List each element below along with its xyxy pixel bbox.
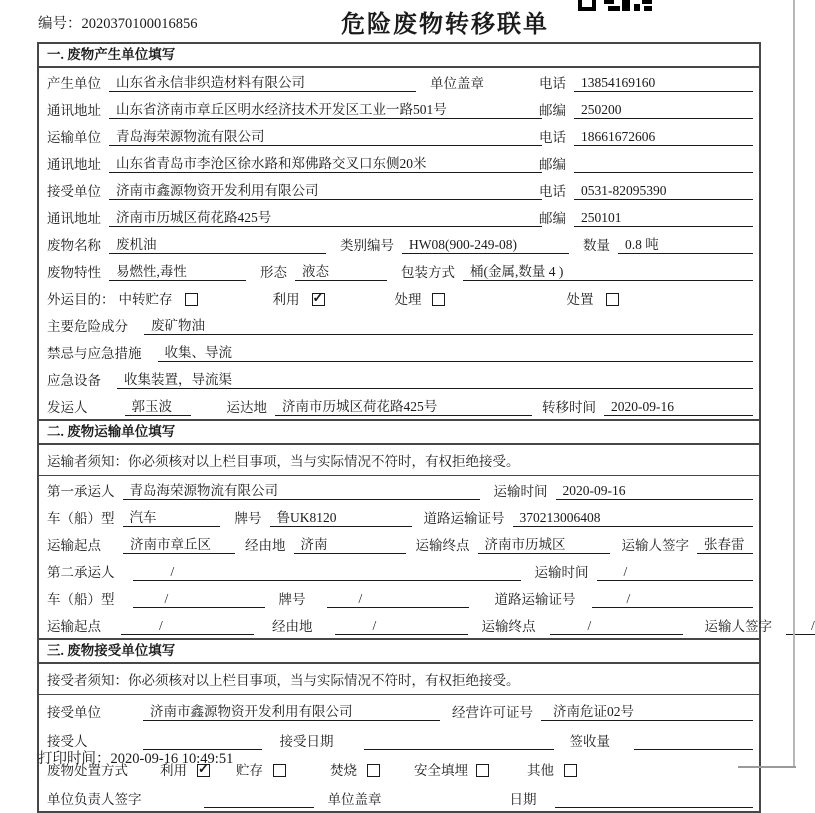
- row-transfer-purpose: [39, 284, 759, 311]
- field-label: 签收量: [569, 734, 610, 749]
- option-label: 焚烧: [330, 763, 357, 778]
- seal-date-value: [555, 807, 754, 808]
- checkbox-treat: [432, 293, 445, 306]
- row-hazard-components: [39, 311, 759, 338]
- hazard-components-value: 废矿物油: [144, 314, 753, 335]
- section-receiver: [39, 638, 759, 811]
- field-label: 废物特性: [47, 265, 101, 280]
- field-label: 电话: [539, 130, 566, 145]
- producer-zip-value: 250200: [574, 102, 753, 119]
- field-label: 运达地: [226, 400, 267, 415]
- form-number-value: 2020370100016856: [81, 16, 198, 32]
- receiver-notice: 接受者须知：你必须核对以上栏目事项，当与实际情况不符时，有权拒绝接受。: [39, 664, 759, 695]
- receiver-unit-value: 济南市鑫源物资开发利用有限公司: [109, 179, 542, 200]
- producer-unit-value: 山东省永信非织造材料有限公司: [109, 71, 416, 92]
- transporter-unit-value: 青岛海荣源物流有限公司: [109, 125, 542, 146]
- field-label: 运输人签字: [704, 619, 772, 634]
- form-number-label: 编号：: [38, 16, 82, 32]
- road-permit-2-value: /: [592, 591, 754, 608]
- field-label: 运输终点: [481, 619, 536, 634]
- field-label: 接受日期: [279, 734, 334, 749]
- field-label: 接受人: [47, 734, 88, 749]
- vehicle-type-value: 汽车: [123, 506, 220, 527]
- section-receiver-title: 三. 废物接受单位填写: [39, 640, 759, 664]
- row-producer-unit: [39, 68, 759, 95]
- row-producer-address: [39, 95, 759, 122]
- row-receiver-address: [39, 203, 759, 230]
- right-column: [539, 99, 753, 119]
- print-time-value: 2020-09-16 10:49:51: [110, 751, 234, 767]
- checkbox-transit-storage: [185, 293, 198, 306]
- checkbox-storage: [273, 764, 286, 777]
- section-producer: [39, 44, 759, 419]
- print-time-label: 打印时间：: [38, 751, 111, 767]
- plate-number-2-value: /: [327, 591, 469, 608]
- destination-value: 济南市历城区荷花路425号: [275, 395, 532, 416]
- manifest-form: [37, 42, 815, 813]
- field-label: 运输时间: [493, 484, 548, 499]
- option-label: 其他: [527, 763, 554, 778]
- row-route-1: [39, 530, 759, 557]
- right-column: [539, 153, 753, 173]
- field-label: 邮编: [539, 157, 566, 172]
- receiver-phone-value: 0531-82095390: [574, 183, 753, 200]
- right-column: [539, 72, 753, 92]
- road-permit-value: 370213006408: [513, 510, 754, 527]
- field-label: 车（船）型: [47, 511, 115, 526]
- checkbox-landfill: [476, 764, 489, 777]
- field-label: 产生单位: [47, 76, 101, 91]
- vehicle-type-2-value: /: [133, 591, 265, 608]
- field-label: 应急设备: [47, 373, 101, 388]
- field-label: 运输人签字: [621, 538, 689, 553]
- receiver-address-value: 济南市历城区荷花路425号: [109, 206, 542, 227]
- license-number-value: 济南危证02号: [541, 700, 753, 721]
- waste-quantity-value: 0.8 吨: [618, 233, 753, 254]
- row-vehicle-2: [39, 584, 759, 611]
- waste-form-value: 液态: [295, 260, 387, 281]
- option-label: 处置: [566, 292, 594, 307]
- transfer-date-value: 2020-09-16: [604, 399, 753, 416]
- carrier-signature-2-value: /: [786, 618, 815, 635]
- field-label: 运输单位: [47, 130, 101, 145]
- emergency-equipment-value: 收集装置，导流渠: [117, 368, 753, 389]
- field-label: 接受单位: [47, 705, 101, 720]
- row-shipper: [39, 392, 759, 419]
- field-label: 车（船）型: [47, 592, 115, 607]
- option-label: 处理: [394, 292, 422, 307]
- unit-seal-label: 单位盖章: [430, 76, 484, 91]
- shipper-value: 郭玉波: [125, 395, 191, 416]
- field-label: 经由地: [245, 538, 286, 553]
- row-transporter-unit: [39, 122, 759, 149]
- row-responsible-signature: [39, 782, 759, 811]
- field-label: 邮编: [539, 211, 566, 226]
- form-title: 危险废物转移联单: [341, 12, 549, 38]
- row-vehicle-1: [39, 503, 759, 530]
- checkbox-incinerate: [367, 764, 380, 777]
- received-amount-value: [634, 749, 753, 750]
- row-receiver-unit: [39, 176, 759, 203]
- endpoint-2-value: /: [550, 618, 683, 635]
- field-label: 经由地: [272, 619, 313, 634]
- field-label: 运输起点: [47, 538, 101, 553]
- print-time: [38, 747, 233, 768]
- origin-value: 济南市章丘区: [123, 533, 235, 554]
- field-label: 废物名称: [47, 238, 101, 253]
- field-label: 电话: [539, 76, 566, 91]
- section-producer-title: 一. 废物产生单位填写: [39, 44, 759, 68]
- waste-name-value: 废机油: [109, 233, 326, 254]
- row-transporter-address: [39, 149, 759, 176]
- transporter-zip-value: [574, 172, 753, 173]
- field-label: 通讯地址: [47, 103, 101, 118]
- field-label: 接受单位: [47, 184, 101, 199]
- row-emergency-measures: [39, 338, 759, 365]
- field-label: 运输起点: [47, 619, 101, 634]
- field-label: 外运目的：: [47, 292, 115, 307]
- receive-date-value: [364, 749, 554, 750]
- second-carrier-value: /: [133, 564, 521, 581]
- row-first-carrier: [39, 476, 759, 503]
- right-column: [539, 207, 753, 227]
- field-label: 运输时间: [534, 565, 589, 580]
- checkbox-utilize: [312, 293, 325, 306]
- field-label: 日期: [509, 792, 537, 807]
- field-label: 运输终点: [415, 538, 470, 553]
- transport-date-value: 2020-09-16: [556, 483, 754, 500]
- section-transporter: [39, 419, 815, 638]
- first-carrier-value: 青岛海荣源物流有限公司: [123, 479, 480, 500]
- waste-traits-value: 易燃性,毒性: [109, 260, 246, 281]
- field-label: 第一承运人: [47, 484, 115, 499]
- receiver-zip-value: 250101: [574, 210, 753, 227]
- row-receiving-unit: [39, 695, 759, 724]
- transporter-address-value: 山东省青岛市李沧区徐水路和郑佛路交叉口东侧20米: [109, 152, 542, 173]
- field-label: 单位负责人签字: [47, 792, 142, 807]
- option-label: 安全填埋: [414, 763, 468, 778]
- field-label: 形态: [260, 265, 287, 280]
- field-label: 经营许可证号: [452, 705, 533, 720]
- page-bottom-edge-line: [738, 766, 796, 768]
- producer-phone-value: 13854169160: [574, 75, 753, 92]
- transporter-phone-value: 18661672606: [574, 129, 753, 146]
- field-label: 包装方式: [401, 265, 455, 280]
- checkbox-dispose: [606, 293, 619, 306]
- transport-date-2-value: /: [597, 564, 754, 581]
- page-edge-line: [793, 0, 795, 768]
- row-waste-traits: [39, 257, 759, 284]
- right-column: [539, 180, 753, 200]
- field-label: 牌号: [278, 592, 306, 607]
- field-label: 道路运输证号: [494, 592, 576, 607]
- field-label: 主要危险成分: [47, 319, 128, 334]
- field-label: 邮编: [539, 103, 566, 118]
- field-label: 类别编号: [340, 238, 394, 253]
- via-value: 济南: [294, 533, 406, 554]
- option-label: 利用: [272, 292, 300, 307]
- option-label: 贮存: [236, 763, 263, 778]
- waste-packaging-value: 桶(金属,数量 4 ): [463, 260, 753, 281]
- row-emergency-equipment: [39, 365, 759, 392]
- receiving-unit-value: 济南市鑫源物资开发利用有限公司: [143, 700, 440, 721]
- producer-address-value: 山东省济南市章丘区明水经济技术开发区工业一路501号: [109, 98, 542, 119]
- field-label: 转移时间: [542, 400, 596, 415]
- row-second-carrier: [39, 557, 759, 584]
- field-label: 道路运输证号: [423, 511, 505, 526]
- checkbox-other: [564, 764, 577, 777]
- transporter-notice: 运输者须知：你必须核对以上栏目事项，当与实际情况不符时，有权拒绝接受。: [39, 445, 759, 476]
- field-label: 电话: [539, 184, 566, 199]
- unit-seal-label: 单位盖章: [327, 792, 382, 807]
- field-label: 废物处置方式: [47, 763, 128, 778]
- qr-code-fragment: [578, 0, 652, 11]
- field-label: 发运人: [47, 400, 88, 415]
- row-waste-name: [39, 230, 759, 257]
- endpoint-value: 济南市历城区: [478, 533, 610, 554]
- field-label: 通讯地址: [47, 157, 101, 172]
- field-label: 数量: [583, 238, 610, 253]
- origin-2-value: /: [121, 618, 254, 635]
- field-label: 通讯地址: [47, 211, 101, 226]
- field-label: 牌号: [234, 511, 262, 526]
- emergency-measures-value: 收集、导流: [158, 341, 754, 362]
- option-label: 利用: [160, 763, 187, 778]
- form-number: [38, 12, 198, 33]
- field-label: 第二承运人: [47, 565, 115, 580]
- via-2-value: /: [335, 618, 468, 635]
- section-transporter-title: 二. 废物运输单位填写: [39, 421, 759, 445]
- waste-code-value: HW08(900-249-08): [402, 237, 569, 254]
- plate-number-value: 鲁UK8120: [270, 506, 412, 527]
- option-label: 中转贮存: [118, 292, 173, 307]
- responsible-signature-value: [204, 807, 314, 808]
- carrier-signature-value: 张春雷: [697, 533, 753, 554]
- row-route-2: [39, 611, 815, 638]
- right-column: [539, 126, 753, 146]
- field-label: 禁忌与应急措施: [47, 346, 142, 361]
